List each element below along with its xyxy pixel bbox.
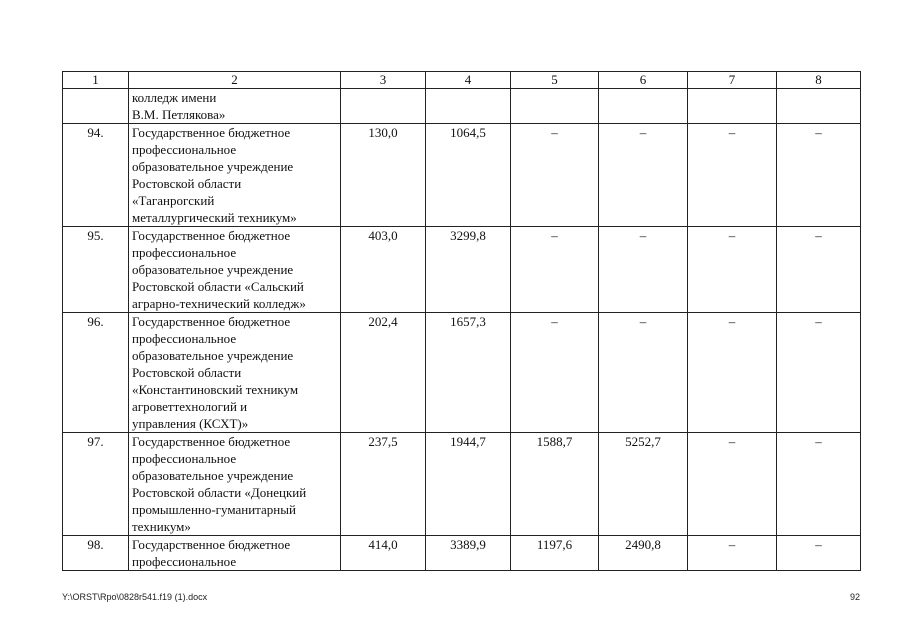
column-header-3: 3 [341,72,426,89]
cell-col-4: 1944,7 [426,433,511,536]
cell-col-7: – [688,227,777,313]
cell-col-6 [599,89,688,124]
row-number [63,89,129,124]
row-number: 95. [63,227,129,313]
column-header-6: 6 [599,72,688,89]
table-row [63,89,861,124]
cell-col-5: 1588,7 [511,433,599,536]
column-header-1: 1 [63,72,129,89]
cell-col-8: – [777,313,861,433]
column-header-2: 2 [129,72,341,89]
cell-col-4 [426,89,511,124]
cell-col-4: 3389,9 [426,536,511,571]
table-row [63,313,861,433]
table-row [63,124,861,227]
cell-col-6: 5252,7 [599,433,688,536]
table-header-row [63,72,861,89]
cell-col-8: – [777,227,861,313]
column-header-8: 8 [777,72,861,89]
cell-col-4: 3299,8 [426,227,511,313]
cell-col-3: 237,5 [341,433,426,536]
cell-col-7 [688,89,777,124]
cell-col-4: 1064,5 [426,124,511,227]
footer-file-path: Y:\ORST\Rpo\0828r541.f19 (1).docx [62,592,208,602]
cell-col-6: – [599,313,688,433]
cell-col-3: 414,0 [341,536,426,571]
cell-col-5: – [511,313,599,433]
cell-col-6: – [599,124,688,227]
row-number: 96. [63,313,129,433]
cell-col-3: 130,0 [341,124,426,227]
column-header-5: 5 [511,72,599,89]
cell-col-6: 2490,8 [599,536,688,571]
cell-col-5 [511,89,599,124]
cell-col-7: – [688,433,777,536]
row-number: 97. [63,433,129,536]
cell-col-5: 1197,6 [511,536,599,571]
cell-col-8 [777,89,861,124]
column-header-7: 7 [688,72,777,89]
institution-name: Государственное бюджетное профессиональное образовательное учреждение Ростовской области «Сальский аграрно-технический колледж» [129,227,341,313]
cell-col-8: – [777,433,861,536]
data-table [62,71,861,571]
cell-col-7: – [688,536,777,571]
cell-col-8: – [777,124,861,227]
footer-page-number: 92 [849,592,860,602]
cell-col-5: – [511,124,599,227]
institution-name: Государственное бюджетное профессиональное [129,536,341,571]
cell-col-3: 403,0 [341,227,426,313]
table-row [63,433,861,536]
column-header-4: 4 [426,72,511,89]
cell-col-7: – [688,124,777,227]
table-row [63,227,861,313]
cell-col-8: – [777,536,861,571]
institution-name: колледж имени В.М. Петлякова» [129,89,341,124]
institution-name: Государственное бюджетное профессиональное образовательное учреждение Ростовской области «Таганрогский металлургический техникум» [129,124,341,227]
cell-col-7: – [688,313,777,433]
institution-name: Государственное бюджетное профессиональное образовательное учреждение Ростовской области «Константиновский техникум агроветтехнологий и управления (КСХТ)» [129,313,341,433]
row-number: 94. [63,124,129,227]
cell-col-5: – [511,227,599,313]
institution-name: Государственное бюджетное профессиональное образовательное учреждение Ростовской области «Донецкий промышленно-гуманитарный техникум» [129,433,341,536]
table-row [63,536,861,571]
cell-col-3 [341,89,426,124]
row-number: 98. [63,536,129,571]
cell-col-6: – [599,227,688,313]
cell-col-3: 202,4 [341,313,426,433]
cell-col-4: 1657,3 [426,313,511,433]
